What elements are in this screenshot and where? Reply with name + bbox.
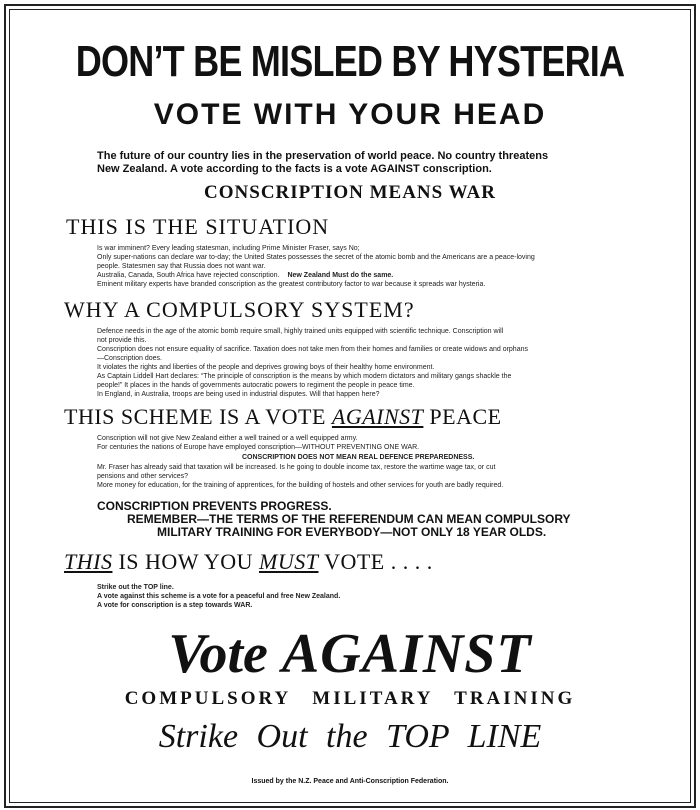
situation-line: people. Statesmen say that Russia does not want war. <box>97 263 266 270</box>
how-to-vote-w2: IS HOW YOU <box>118 549 254 574</box>
section-compulsory-heading: WHY A COMPULSORY SYSTEM? <box>64 297 415 322</box>
situation-line: Is war imminent? Every leading statesman, including Prime Minister Fraser, says No; <box>97 245 360 252</box>
remember-line-1: REMEMBER—THE TERMS OF THE REFERENDUM CAN MEAN COMPULSORY <box>127 512 571 526</box>
vote-instruction-line: Strike out the TOP line. <box>97 584 174 591</box>
compulsory-line: Defence needs in the age of the atomic bomb require small, highly trained units equipped with scientific technique. Conscription will <box>97 328 504 335</box>
remember-line-2: MILITARY TRAINING FOR EVERYBODY—NOT ONLY 18 YEAR OLDS. <box>157 525 547 539</box>
section-situation-heading: THIS IS THE SITUATION <box>66 214 330 239</box>
intro-line-2: New Zealand. A vote according to the facts is a vote AGAINST conscription. <box>97 163 492 175</box>
conscription-means-war: CONSCRIPTION MEANS WAR <box>204 182 496 203</box>
situation-line: Only super-nations can declare war to-day; the United States possesses the secret of the atomic bomb and the Americans are a peace-loving <box>97 254 535 261</box>
scheme-heading-pre: THIS SCHEME IS A VOTE <box>64 404 326 429</box>
situation-line: Eminent military experts have branded conscription as the greatest contributory factor to war because it spreads war hysteria. <box>97 281 486 288</box>
scheme-line: More money for education, for the training of apprentices, for the building of hostels and other services for youth are badly required. <box>97 482 504 489</box>
scheme-line: pensions and other services? <box>97 473 189 480</box>
vote-word: Vote <box>168 623 268 685</box>
compulsory-line: Conscription does not ensure equality of sacrifice. Taxation does not take men from their homes and families or create widows and orphans <box>97 346 528 353</box>
subheadline: VOTE WITH YOUR HEAD <box>153 98 547 131</box>
how-to-vote-this: THIS <box>64 549 113 574</box>
compulsory-military-training: COMPULSORY MILITARY TRAINING <box>124 688 576 709</box>
intro-line-1: The future of our country lies in the preservation of world peace. No country threatens <box>97 150 549 162</box>
vote-instruction-line: A vote for conscription is a step towards WAR. <box>97 602 253 609</box>
scheme-heading-post: PEACE <box>429 404 502 429</box>
situation-line <box>97 271 393 280</box>
how-to-vote-must: MUST <box>259 549 319 574</box>
compulsory-line: not provide this. <box>97 337 147 344</box>
progress-line: CONSCRIPTION PREVENTS PROGRESS. <box>97 499 332 513</box>
scheme-line-bold: CONSCRIPTION DOES NOT MEAN REAL DEFENCE PREPAREDNESS. <box>242 454 475 461</box>
situation-line-text: Australia, Canada, South Africa have rejected conscription. <box>97 272 280 279</box>
section-scheme-heading <box>64 404 502 430</box>
scheme-line: For centuries the nations of Europe have employed conscription—WITHOUT PREVENTING ONE WAR. <box>97 444 420 451</box>
vote-against-line <box>0 623 700 685</box>
situation-bold-text: New Zealand Must do the same. <box>287 272 394 279</box>
scheme-line: Mr. Fraser has already said that taxation will be increased. Is he going to double income tax, restore the wartime wage tax, or cut <box>97 464 496 471</box>
compulsory-line: As Captain Liddell Hart declares: “The principle of conscription is the means by which modern dictators and military gangs shackle the <box>97 373 512 380</box>
scheme-heading-against: AGAINST <box>331 404 424 429</box>
against-word: AGAINST <box>281 623 532 685</box>
strike-out-top-line: Strike Out the TOP LINE <box>158 718 542 755</box>
section-how-to-vote-heading <box>64 549 433 575</box>
scheme-line: Conscription will not give New Zealand either a well trained or a well equipped army. <box>97 435 358 442</box>
compulsory-line: In England, in Australia, troops are being used in industrial disputes. Will that happen here? <box>97 391 380 398</box>
compulsory-line: people!” It places in the hands of governments autocratic powers to regiment the people in peace time. <box>97 382 415 389</box>
compulsory-line: —Conscription does. <box>97 355 162 362</box>
vote-instruction-line: A vote against this scheme is a vote for a peaceful and free New Zealand. <box>97 593 341 600</box>
compulsory-line: It violates the rights and liberties of the people and deprives growing boys of their healthy home environment. <box>97 364 435 371</box>
how-to-vote-w4: VOTE . . . . <box>324 549 433 574</box>
headline: DON’T BE MISLED BY HYSTERIA <box>75 37 625 86</box>
footer-issued-by: Issued by the N.Z. Peace and Anti-Conscription Federation. <box>251 778 449 785</box>
